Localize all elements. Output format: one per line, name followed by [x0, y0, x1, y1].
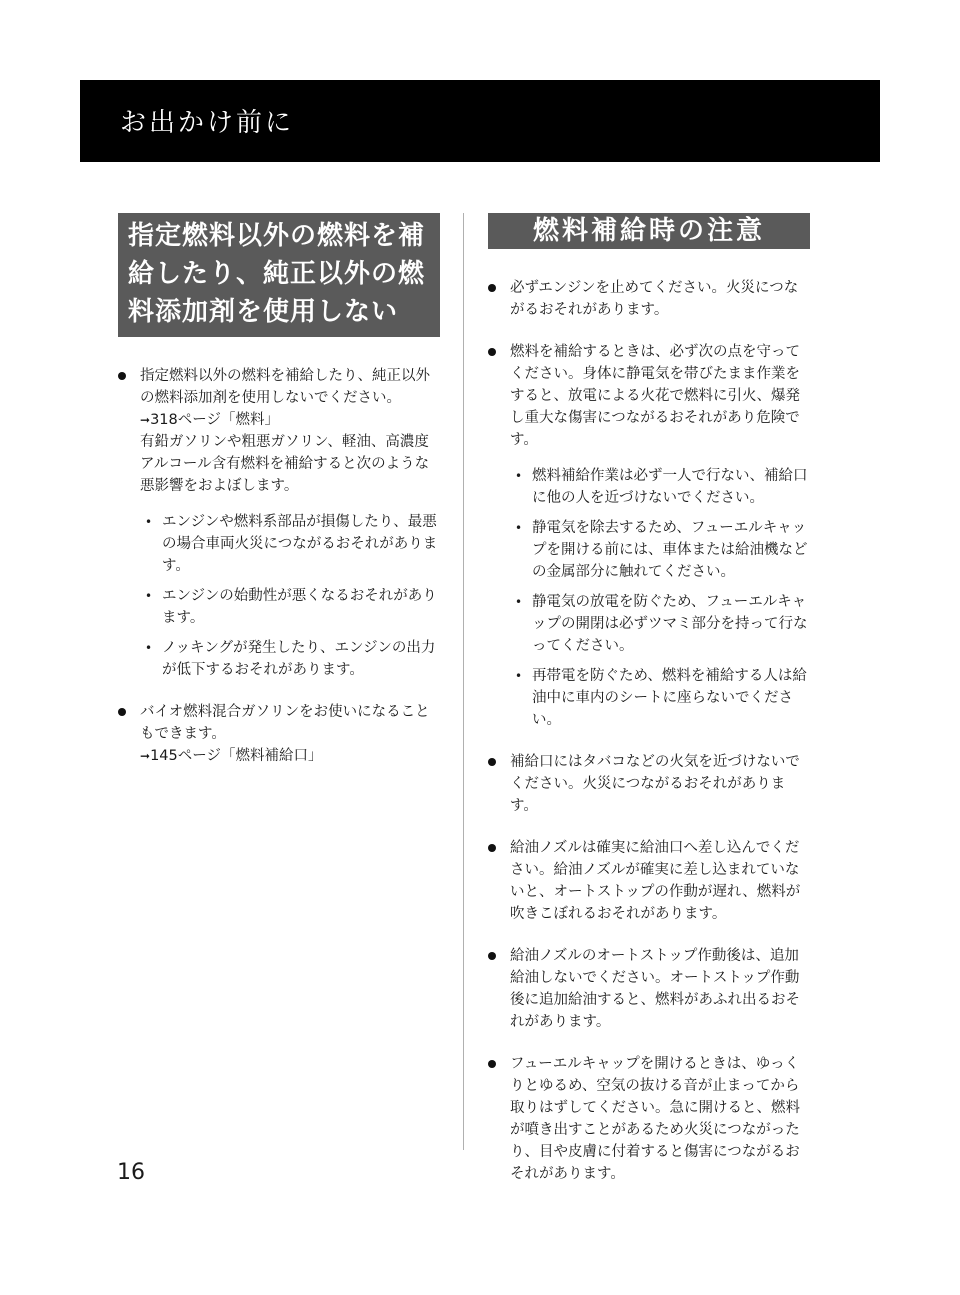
list-item — [488, 945, 810, 1033]
left-heading-box — [118, 213, 440, 337]
item-text: 燃料を補給するときは、必ず次の点を守ってください。身体に静電気を帯びたまま作業をすると、放電による火花で燃料に引火、爆発し重大な傷害につながるおそれがあり危険です。 — [510, 344, 800, 448]
sub-list-item — [140, 637, 440, 681]
bullet-icon — [118, 372, 126, 380]
item-text: 給油ノズルのオートストップ作動後は、追加給油しないでください。オートストップ作動後に追加給油すると、燃料があふれ出るおそれがあります。 — [510, 948, 800, 1030]
item-text: 補給口にはタバコなどの火気を近づけないでください。火災につながるおそれがあります。 — [510, 754, 800, 814]
sub-list-item — [510, 665, 810, 731]
bullet-icon — [488, 844, 496, 852]
sub-bullet-icon: • — [145, 641, 153, 655]
sub-list-item — [510, 591, 810, 657]
list-item — [488, 837, 810, 925]
arrow-right-icon: ➞ — [140, 749, 151, 763]
left-items — [118, 365, 440, 767]
page-reference — [140, 409, 440, 431]
item-text: 指定燃料以外の燃料を補給したり、純正以外の燃料添加剤を使用しないでください。 — [140, 368, 430, 406]
sub-list — [140, 511, 440, 681]
sub-bullet-icon: • — [515, 469, 523, 483]
sub-item-text: エンジンや燃料系部品が損傷したり、最悪の場合車両火災につながるおそれがあります。 — [162, 514, 438, 574]
item-text: 有鉛ガソリンや粗悪ガソリン、軽油、高濃度アルコール含有燃料を補給すると次のような悪影響をおよぼします。 — [140, 434, 430, 494]
list-item — [488, 277, 810, 321]
bullet-icon — [488, 952, 496, 960]
list-item — [488, 341, 810, 731]
item-text: バイオ燃料混合ガソリンをお使いになることもできます。 — [140, 704, 430, 742]
item-text: 給油ノズルは確実に給油口へ差し込んでください。給油ノズルが確実に差し込まれていないと、オートストップの作動が遅れ、燃料が吹きこぼれるおそれがあります。 — [510, 840, 801, 922]
sub-list-item — [510, 465, 810, 509]
page-reference-text: 145ページ「燃料補給口」 — [150, 748, 323, 764]
sub-item-text: エンジンの始動性が悪くなるおそれがあります。 — [162, 588, 437, 626]
page-reference — [140, 745, 440, 767]
list-item — [488, 751, 810, 817]
sub-item-text: 静電気の放電を防ぐため、フューエルキャップの開閉は必ずツマミ部分を持って行なってください。 — [532, 594, 808, 654]
sub-list-item — [140, 511, 440, 577]
sub-bullet-icon: • — [515, 521, 523, 535]
right-items — [488, 277, 810, 1185]
section-title: お出かけ前に — [120, 108, 295, 138]
sub-item-text: 再帯電を防ぐため、燃料を補給する人は給油中に車内のシートに座らないでください。 — [532, 668, 807, 728]
page-reference-text: 318ページ「燃料」 — [150, 412, 279, 428]
bullet-icon — [488, 758, 496, 766]
right-heading-box: 燃料補給時の注意 — [488, 213, 810, 249]
sub-bullet-icon: • — [145, 515, 153, 529]
sub-bullet-icon: • — [515, 595, 523, 609]
list-item — [488, 1053, 810, 1185]
item-text: フューエルキャップを開けるときは、ゆっくりとゆるめ、空気の抜ける音が止まってから取りはずしてください。急に開けると、燃料が噴き出すことがあるため火災につながったり、目や皮膚に付着すると傷害につながるおそれがあります。 — [510, 1056, 800, 1182]
sub-bullet-icon: • — [145, 589, 153, 603]
left-heading-line: 給したり、純正以外の燃 — [128, 259, 426, 289]
list-item — [118, 365, 440, 681]
bullet-icon — [488, 1060, 496, 1068]
bullet-icon — [488, 348, 496, 356]
section-header — [80, 80, 880, 162]
column-divider — [463, 213, 464, 1150]
bullet-icon — [118, 708, 126, 716]
sub-list — [510, 465, 810, 731]
sub-list-item — [510, 517, 810, 583]
sub-item-text: 静電気を除去するため、フューエルキャップを開ける前には、車体または給油機などの金属部分に触れてください。 — [532, 520, 808, 580]
left-heading-line: 料添加剤を使用しない — [128, 297, 399, 327]
left-column — [118, 213, 440, 787]
arrow-right-icon: ➞ — [140, 413, 151, 427]
page-number: 16 — [117, 1160, 145, 1185]
list-item — [118, 701, 440, 767]
sub-list-item — [140, 585, 440, 629]
sub-bullet-icon: • — [515, 669, 523, 683]
right-column — [488, 213, 810, 1205]
sub-item-text: 燃料補給作業は必ず一人で行ない、補給口に他の人を近づけないでください。 — [532, 468, 808, 506]
sub-item-text: ノッキングが発生したり、エンジンの出力が低下するおそれがあります。 — [162, 640, 436, 678]
bullet-icon — [488, 284, 496, 292]
item-text: 必ずエンジンを止めてください。火災につながるおそれがあります。 — [510, 280, 799, 318]
left-heading-line: 指定燃料以外の燃料を補 — [128, 221, 426, 251]
